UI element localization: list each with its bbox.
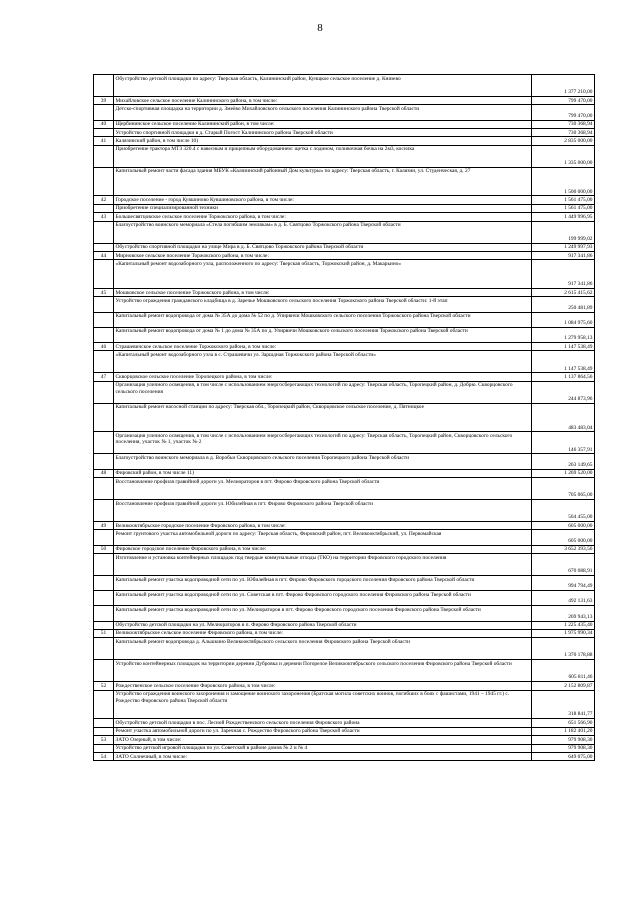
amount-cell: 318 841,77 <box>532 690 595 719</box>
amount-cell: 3 652 393,56 <box>532 545 595 553</box>
row-number-cell: 43 <box>94 213 114 221</box>
description-cell: Приобретение специализированной техники <box>114 204 532 212</box>
table-row <box>94 576 595 591</box>
table-row-total <box>94 753 595 761</box>
description-cell: Большесвятцовское сельское поселение Торжокского района, в том числе: <box>114 213 532 221</box>
amount-cell: 2 615 415,62 <box>532 289 595 297</box>
table-row <box>94 351 595 373</box>
row-number-cell <box>94 432 114 454</box>
row-number-cell <box>94 145 114 167</box>
amount-cell: 492 131,63 <box>532 591 595 606</box>
table-row <box>94 260 595 289</box>
description-cell: Городское поселение - город Кувшиново Кувшиновского района, в том числе: <box>114 196 532 204</box>
description-cell: Рождественское сельское поселение Фировского района, в том числе: <box>114 682 532 690</box>
description-cell: Устройство детской игровой площадки по ул. Советской в районе домов № 2 и № 4 <box>114 744 532 752</box>
amount-cell: 1 182 401,20 <box>532 727 595 735</box>
description-cell: Ремонт грунтового участка автомобильной дороги по адресу: Тверская область, Фировский район, пгт. Великооктябрьский, ул. Первомайская <box>114 530 532 545</box>
amount-cell: 269 943,13 <box>532 606 595 621</box>
table-row <box>94 638 595 660</box>
table-row-total <box>94 196 595 204</box>
table-row <box>94 478 595 500</box>
description-cell: Страшевичское сельское поселение Торжокского района, в том числе: <box>114 343 532 351</box>
row-number-cell <box>94 719 114 727</box>
amount-cell: 1 137 864,56 <box>532 373 595 381</box>
description-cell: Изготовление и установка контейнерных площадок под твердые коммунальные отходы (ТКО) на территории Фировского городского поселения <box>114 554 532 576</box>
row-number-cell: 53 <box>94 736 114 744</box>
description-cell: Детско-спортивная площадка на территории д. Змеёво Михайловского сельского поселения Калининского района Тверской области <box>114 105 532 120</box>
amount-cell: 730 368,94 <box>532 120 595 128</box>
amount-cell: 1 084 975,60 <box>532 312 595 327</box>
description-cell: Обустройство детской площадки на ул. Мелиораторов в п. Фирово Фировского района Тверской области <box>114 621 532 629</box>
table-row-total <box>94 469 595 477</box>
description-cell: Приобретение трактора МТЗ 320.4 с навесным и прицепным оборудованием: щетка с лодином, поливочная бочка на 2м3, косилка <box>114 145 532 167</box>
description-cell: ЗАТО Солнечный, в том числе: <box>114 753 532 761</box>
description-cell: Обустройство детской площадки по адресу: Тверская область, Калининский район, Кунщкое сельское поселение д. Князево <box>114 75 532 97</box>
description-cell: Великооктябрьское городское поселение Фировского района, в том числе: <box>114 522 532 530</box>
table-row <box>94 744 595 752</box>
description-cell: Капитальный ремонт насосной станции по адресу: Тверская обл., Торопецкий район, Скворцовское сельское поселение, д. Пятницкое <box>114 403 532 432</box>
row-number-cell <box>94 260 114 289</box>
row-number-cell <box>94 381 114 403</box>
row-number-cell: 46 <box>94 343 114 351</box>
description-cell: Устройство спортивной площадки в д. Старый Погост Калининского района Тверской области <box>114 129 532 137</box>
description-cell: Обустройство детской площадки в пос. Лесной Рождественского сельского поселения Фировского района <box>114 719 532 727</box>
table-row <box>94 312 595 327</box>
row-number-cell <box>94 660 114 682</box>
amount-cell: 799 470,00 <box>532 97 595 105</box>
amount-cell: 146 357,91 <box>532 432 595 454</box>
description-cell: Капитальный ремонт водопровода от дома № 1 до дома № 35А по д. Упирвичи Мошковского сельского поселения Торжокского района Тверской области <box>114 327 532 342</box>
description-cell: Ремонт участка автомобильной дороги по ул. Заречная с. Рождество Фировского района Тверской области <box>114 727 532 735</box>
row-number-cell: 49 <box>94 522 114 530</box>
page-number: 8 <box>317 22 323 34</box>
amount-cell: 799 470,00 <box>532 105 595 120</box>
row-number-cell <box>94 105 114 120</box>
amount-cell: 1 335 000,00 <box>532 145 595 167</box>
row-number-cell <box>94 204 114 212</box>
description-cell: Обустройство спортивной площадки на улице Мира в д. Б. Святцово Торжокского района Тверской области <box>114 243 532 251</box>
amount-cell: 250 481,89 <box>532 297 595 312</box>
table-row <box>94 403 595 432</box>
description-cell: Капитальный ремонт водопровода от дома № 35А до дома № 52 по д. Упирвичи Мошковского сельского поселения Торжокского района Тверской области <box>114 312 532 327</box>
amount-cell: 979 908,30 <box>532 736 595 744</box>
row-number-cell <box>94 221 114 243</box>
row-number-cell <box>94 576 114 591</box>
table-row <box>94 719 595 727</box>
row-number-cell <box>94 638 114 660</box>
table-row <box>94 606 595 621</box>
table-row <box>94 727 595 735</box>
description-cell: Великооктябрьское сельское поселение Фировского района, в том числе: <box>114 629 532 637</box>
table-row <box>94 327 595 342</box>
table-row <box>94 243 595 251</box>
row-number-cell <box>94 243 114 251</box>
table-row <box>94 129 595 137</box>
row-number-cell <box>94 312 114 327</box>
description-cell: Восстановление профиля гравийной дороги ул. Мелиораторов в пгт. Фирово Фировского района Тверской области <box>114 478 532 500</box>
table-row <box>94 221 595 243</box>
table-row <box>94 105 595 120</box>
row-number-cell <box>94 75 114 97</box>
description-cell: Организация уличного освещения, в том числе с использованием энергосберегающих технологий по адресу: Тверская область, Торопецкий район, д. Добрю. Скворцовского сельского поселения <box>114 381 532 403</box>
amount-cell: 1 500 000,00 <box>532 167 595 196</box>
amount-cell: 1 279 958,13 <box>532 327 595 342</box>
table-row-total <box>94 137 595 145</box>
table-row-total <box>94 629 595 637</box>
table-row <box>94 530 595 545</box>
description-cell: Михайловское сельское поселение Калининского района, в том числе: <box>114 97 532 105</box>
row-number-cell <box>94 454 114 469</box>
row-number-cell <box>94 351 114 373</box>
amount-cell: 199 999,02 <box>532 221 595 243</box>
amount-cell: 1 370 178,88 <box>532 638 595 660</box>
table-row-total <box>94 373 595 381</box>
row-number-cell <box>94 129 114 137</box>
description-cell: «Капитальный ремонт водозаборного узла, расположенного по адресу: Тверская область, Торжокский район, д. Макарьино» <box>114 260 532 289</box>
amount-cell: 917 341,86 <box>532 260 595 289</box>
description-cell: Устройство контейнерных площадок на территории деревни Дубровка и деревни Погорелое Великооктябрьского сельского поселения Фировского района Тверской области <box>114 660 532 682</box>
table-row <box>94 167 595 196</box>
table-row <box>94 381 595 403</box>
row-number-cell: 45 <box>94 289 114 297</box>
description-cell: Калязинский район, в том числе 10) <box>114 137 532 145</box>
amount-cell: 605 811,46 <box>532 660 595 682</box>
table-row <box>94 690 595 719</box>
description-cell: Капитальный ремонт части фасада здания МБУК «Калязинский районный Дом культуры» по адресу: Тверская область, г. Калязин, ул. Студенческая, д. 27 <box>114 167 532 196</box>
budget-table <box>93 74 595 761</box>
table-row-total <box>94 736 595 744</box>
table-row <box>94 454 595 469</box>
amount-cell: 1 269 520,00 <box>532 469 595 477</box>
amount-cell: 483 483,04 <box>532 403 595 432</box>
row-number-cell: 40 <box>94 120 114 128</box>
description-cell: Восстановление профиля гравийной дороги ул. Юбилейная в пгт. Фирово Фировского района Тверской области <box>114 500 532 522</box>
amount-cell: 1 249 997,93 <box>532 243 595 251</box>
row-number-cell: 48 <box>94 469 114 477</box>
row-number-cell <box>94 478 114 500</box>
amount-cell: 651 566,90 <box>532 719 595 727</box>
table-row <box>94 297 595 312</box>
amount-cell: 730 368,94 <box>532 129 595 137</box>
description-cell: Щербининское сельское поселение Калининский район, в том числе: <box>114 120 532 128</box>
row-number-cell <box>94 167 114 196</box>
table-row <box>94 591 595 606</box>
row-number-cell <box>94 297 114 312</box>
table-row-total <box>94 213 595 221</box>
table-row-total <box>94 97 595 105</box>
row-number-cell: 47 <box>94 373 114 381</box>
amount-cell: 917 341,86 <box>532 252 595 260</box>
table-row-total <box>94 545 595 553</box>
row-number-cell <box>94 403 114 432</box>
amount-cell: 263 149,65 <box>532 454 595 469</box>
row-number-cell <box>94 327 114 342</box>
amount-cell: 1 147 538,49 <box>532 343 595 351</box>
description-cell: «Капитальный ремонт водозаборного узла в с. Страшевичи ул. Заршдная Торжокского района Тверской области» <box>114 351 532 373</box>
row-number-cell <box>94 744 114 752</box>
amount-cell: 1 561 475,00 <box>532 204 595 212</box>
amount-cell: 564 455,00 <box>532 500 595 522</box>
table-row <box>94 554 595 576</box>
amount-cell: 994 794,49 <box>532 576 595 591</box>
amount-cell: 2 152 809,87 <box>532 682 595 690</box>
description-cell: Капитальный ремонт участка водопроводной сети по ул. Советская в пгт. Фирово Фировского городского поселения Фировского района Тверской области <box>114 591 532 606</box>
amount-cell: 649 075,00 <box>532 753 595 761</box>
table-row-total <box>94 252 595 260</box>
amount-cell: 605 000,00 <box>532 522 595 530</box>
amount-cell: 670 088,91 <box>532 554 595 576</box>
amount-cell: 1 561 475,00 <box>532 196 595 204</box>
row-number-cell: 44 <box>94 252 114 260</box>
description-cell: Организация уличного освещения, в том числе с использованием энергосберегающих технологий по адресу: Тверская область, Торопецкий район, Скворцовского сельского поселения, участок № 1, участок № 2 <box>114 432 532 454</box>
table-row <box>94 204 595 212</box>
row-number-cell <box>94 690 114 719</box>
description-cell: Капитальный ремонт водопровода д. Альшкино Великооктябрьского сельского поселения Фировского района Тверской области <box>114 638 532 660</box>
table-row-total <box>94 289 595 297</box>
row-number-cell <box>94 727 114 735</box>
row-number-cell: 50 <box>94 545 114 553</box>
table-row <box>94 500 595 522</box>
description-cell: Капитальный ремонт участка водопроводной сети по ул. Юбилейная в пгт. Фирово Фировского городского поселения Фировского района Тверской области <box>114 576 532 591</box>
table-row <box>94 660 595 682</box>
description-cell: Фировский район, в том числе 11) <box>114 469 532 477</box>
description-cell: Мошковское сельское поселение Торжокского района, в том числе: <box>114 289 532 297</box>
table-row-total <box>94 682 595 690</box>
row-number-cell: 42 <box>94 196 114 204</box>
amount-cell: 2 835 000,00 <box>532 137 595 145</box>
table-row-total <box>94 522 595 530</box>
row-number-cell: 51 <box>94 629 114 637</box>
amount-cell: 705 065,00 <box>532 478 595 500</box>
row-number-cell: 39 <box>94 97 114 105</box>
amount-cell: 979 908,30 <box>532 744 595 752</box>
table-row-total <box>94 120 595 128</box>
table-row-total <box>94 343 595 351</box>
description-cell: Мирновское сельское поселение Торжокского района, в том числе: <box>114 252 532 260</box>
description-cell: Фировское городское поселение Фировского района, в том числе: <box>114 545 532 553</box>
description-cell: Скворцовское сельское поселение Торопецкого района, в том числе: <box>114 373 532 381</box>
amount-cell: 244 873,96 <box>532 381 595 403</box>
row-number-cell: 54 <box>94 753 114 761</box>
table-row <box>94 621 595 629</box>
amount-cell: 605 000,00 <box>532 530 595 545</box>
row-number-cell <box>94 500 114 522</box>
table-row <box>94 432 595 454</box>
description-cell: Устройство ограждения воинского захоронения и замощение воинского захоронения (Братская могила советских воинов, погибших в боях с фашистами, 1941 – 1945 гг.) с. Рождество Фировского района Тверской области <box>114 690 532 719</box>
row-number-cell: 41 <box>94 137 114 145</box>
amount-cell: 1 225 435,40 <box>532 621 595 629</box>
row-number-cell <box>94 591 114 606</box>
amount-cell: 1 449 996,95 <box>532 213 595 221</box>
row-number-cell <box>94 606 114 621</box>
description-cell: Благоустройство воинского мемориала в д. Воробьи Скворцовского сельского поселения Торопецкого района Тверской области <box>114 454 532 469</box>
table-row <box>94 75 595 97</box>
amount-cell: 1 975 990,34 <box>532 629 595 637</box>
table-row <box>94 145 595 167</box>
description-cell: Благоустройство воинского мемориала «Стела погибшим землякам» в д. Б. Святцово Торжокского района Тверской области <box>114 221 532 243</box>
amount-cell: 1 147 538,49 <box>532 351 595 373</box>
row-number-cell <box>94 554 114 576</box>
row-number-cell <box>94 621 114 629</box>
description-cell: Капитальный ремонт участка водопроводной сети по ул. Мелиораторов в пгт. Фирово Фировского городского поселения Фировского района Тверской области <box>114 606 532 621</box>
description-cell: ЗАТО Озерный, в том числе: <box>114 736 532 744</box>
row-number-cell <box>94 530 114 545</box>
row-number-cell: 52 <box>94 682 114 690</box>
amount-cell: 1 377 210,00 <box>532 75 595 97</box>
description-cell: Устройство ограждения гражданского кладбища в д. Заречье Мошковского сельского поселения Торжокского района Тверской области: 1-й этап <box>114 297 532 312</box>
